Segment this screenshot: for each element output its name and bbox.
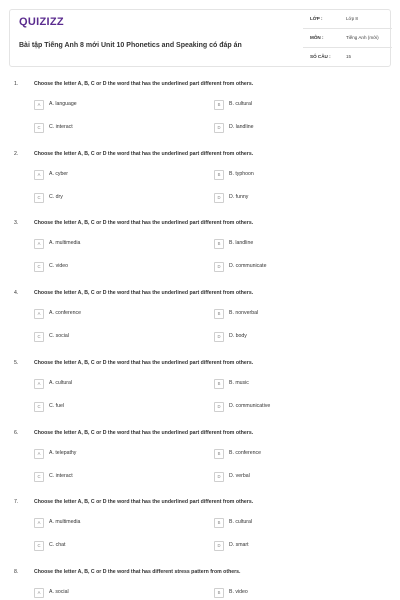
option-text: A. language bbox=[49, 101, 77, 107]
meta-row-count bbox=[303, 48, 392, 67]
option-text: C. social bbox=[49, 333, 69, 340]
option-letter-box: B bbox=[214, 379, 224, 389]
option-text: C. interact bbox=[49, 472, 73, 479]
option-letter-box: A bbox=[34, 588, 44, 598]
option-text: C. interact bbox=[49, 124, 73, 130]
option-letter-box: B bbox=[214, 588, 224, 598]
question-item bbox=[0, 151, 400, 221]
question-text: Choose the letter A, B, C or D the word that has the underlined part different from others. bbox=[34, 81, 254, 87]
question-number: 8. bbox=[14, 568, 19, 575]
option-letter-box: C bbox=[34, 123, 44, 133]
quizizz-logo: QUIZIZZ bbox=[19, 16, 64, 28]
meta-table bbox=[303, 10, 392, 68]
option-letter-box: C bbox=[34, 402, 44, 412]
option-letter-box: B bbox=[214, 170, 224, 180]
option-text: B. video bbox=[229, 588, 248, 595]
option-letter-box: D bbox=[214, 541, 224, 551]
question-item bbox=[0, 360, 400, 430]
question-number: 1. bbox=[14, 81, 19, 87]
option-letter-box: D bbox=[214, 332, 224, 342]
option-letter-box: A bbox=[34, 449, 44, 459]
meta-label: MÔN : bbox=[310, 35, 324, 40]
option-text: B. cultural bbox=[229, 101, 253, 107]
option-letter-box: D bbox=[214, 402, 224, 412]
question-number: 2. bbox=[14, 150, 19, 157]
option-letter-box: D bbox=[214, 262, 224, 272]
option-letter-box: B bbox=[214, 449, 224, 459]
option-text: C. fuel bbox=[49, 402, 64, 409]
option-letter-box: B bbox=[214, 100, 224, 110]
option-letter-box: D bbox=[214, 123, 224, 133]
option-text: B. landline bbox=[229, 240, 254, 247]
question-text: Choose the letter A, B, C or D the word that has the underlined part different from others. bbox=[34, 359, 254, 366]
meta-value: 15 bbox=[346, 54, 352, 59]
option-text: D. funny bbox=[229, 193, 249, 200]
question-item bbox=[0, 81, 400, 151]
question-number: 4. bbox=[14, 290, 19, 297]
question-number: 3. bbox=[14, 220, 19, 227]
option-text: A. social bbox=[49, 588, 69, 595]
question-number: 6. bbox=[14, 429, 19, 436]
question-text: Choose the letter A, B, C or D the word that has the underlined part different from others. bbox=[34, 499, 254, 506]
option-text: B. conference bbox=[229, 449, 262, 456]
question-item bbox=[0, 430, 400, 500]
option-letter-box: B bbox=[214, 518, 224, 528]
meta-row-grade bbox=[303, 10, 392, 29]
meta-label: LỚP : bbox=[310, 16, 323, 21]
meta-value: Tiếng Anh (mới) bbox=[346, 35, 379, 40]
option-letter-box: C bbox=[34, 472, 44, 482]
option-letter-box: A bbox=[34, 239, 44, 249]
option-text: D. landline bbox=[229, 124, 254, 130]
option-text: A. telepathy bbox=[49, 449, 77, 456]
option-text: C. chat bbox=[49, 542, 66, 549]
question-text: Choose the letter A, B, C or D the word that has the underlined part different from others. bbox=[34, 220, 254, 227]
option-text: D. communicative bbox=[229, 402, 271, 409]
meta-value: Lớp 8 bbox=[346, 16, 358, 21]
option-text: A. conference bbox=[49, 310, 82, 317]
option-text: D. body bbox=[229, 333, 247, 340]
option-letter-box: B bbox=[214, 309, 224, 319]
meta-label: SỐ CÂU : bbox=[310, 54, 331, 59]
option-text: A. multimedia bbox=[49, 519, 81, 526]
option-letter-box: C bbox=[34, 262, 44, 272]
option-text: A. multimedia bbox=[49, 240, 81, 247]
question-text: Choose the letter A, B, C or D the word that has the underlined part different from others. bbox=[34, 150, 254, 157]
question-item bbox=[0, 290, 400, 360]
meta-row-subject bbox=[303, 29, 392, 48]
question-item bbox=[0, 499, 400, 569]
option-letter-box: A bbox=[34, 170, 44, 180]
option-letter-box: C bbox=[34, 193, 44, 203]
option-text: D. verbal bbox=[229, 472, 250, 479]
option-letter-box: A bbox=[34, 518, 44, 528]
question-text: Choose the letter A, B, C or D the word that has the underlined part different from others. bbox=[34, 290, 254, 297]
question-text: Choose the letter A, B, C or D the word that has different stress pattern from others. bbox=[34, 568, 241, 575]
option-letter-box: A bbox=[34, 100, 44, 110]
option-letter-box: D bbox=[214, 472, 224, 482]
worksheet-title: Bài tập Tiếng Anh 8 mới Unit 10 Phonetics and Speaking có đáp án bbox=[19, 42, 242, 49]
question-number: 7. bbox=[14, 499, 19, 506]
option-text: B. music bbox=[229, 379, 249, 386]
option-text: C. video bbox=[49, 263, 69, 270]
question-text: Choose the letter A, B, C or D the word that has the underlined part different from others. bbox=[34, 429, 254, 436]
option-text: A. cyber bbox=[49, 170, 69, 177]
worksheet-header bbox=[9, 9, 391, 67]
option-letter-box: A bbox=[34, 309, 44, 319]
option-text: B. nonverbal bbox=[229, 310, 259, 317]
option-text: C. dry bbox=[49, 193, 63, 200]
question-number: 5. bbox=[14, 359, 19, 366]
option-text: B. typhoon bbox=[229, 170, 254, 177]
question-item bbox=[0, 220, 400, 290]
option-text: A. cultural bbox=[49, 379, 73, 386]
option-text: D. smart bbox=[229, 542, 249, 549]
option-letter-box: C bbox=[34, 332, 44, 342]
option-letter-box: A bbox=[34, 379, 44, 389]
option-text: B. cultural bbox=[229, 519, 253, 526]
question-item bbox=[0, 569, 400, 600]
option-letter-box: B bbox=[214, 239, 224, 249]
option-letter-box: D bbox=[214, 193, 224, 203]
option-letter-box: C bbox=[34, 541, 44, 551]
option-text: D. communicate bbox=[229, 263, 267, 270]
